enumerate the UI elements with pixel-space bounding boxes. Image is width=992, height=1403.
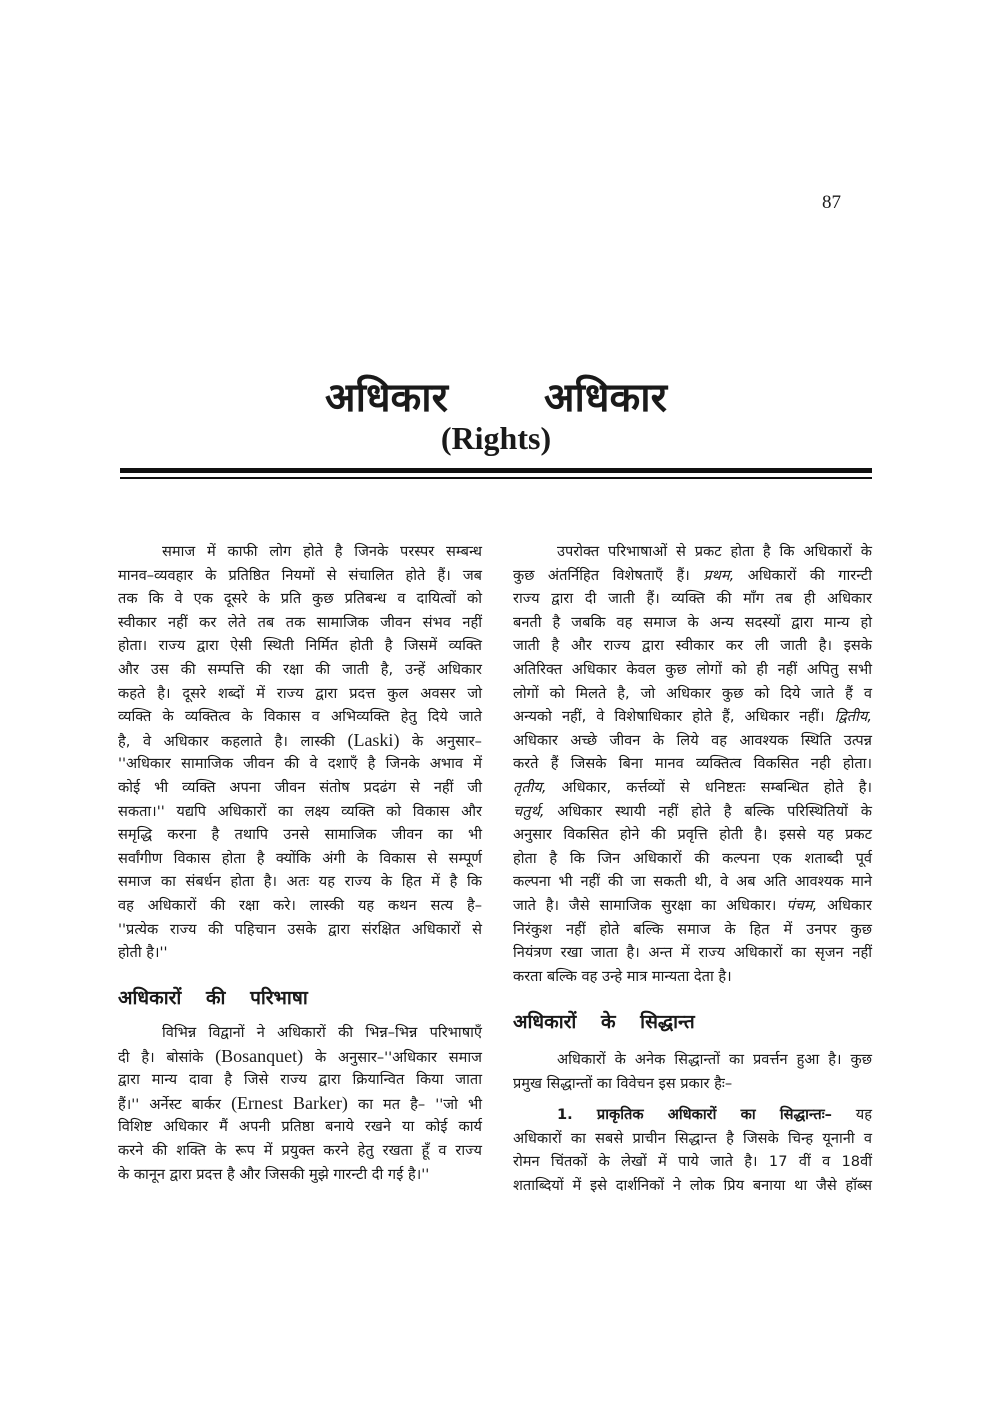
text-segment: अन्यको नहीं, वे विशेषाधिकार होते हैं, अधिकार नहीं।: [513, 708, 835, 726]
english-term: (Bosanquet): [215, 1045, 304, 1066]
text-line: द्वारा मान्य दावा है जिसे राज्य द्वारा क्रियान्वित किया जाता: [118, 1071, 482, 1089]
text-segment: अधिकार: [817, 896, 872, 914]
paragraph: [118, 1021, 482, 1186]
paragraph: [513, 1103, 872, 1197]
text-segment: जाते है। जैसे सामाजिक सुरक्षा का अधिकार।: [513, 896, 787, 914]
title-rule-thick: [120, 468, 872, 473]
text-line: अधिकारों का सबसे प्राचीन सिद्धान्त है जिसके चिन्ह यूनानी व: [513, 1129, 872, 1147]
text-segment: अधिकारों की गारन्टी: [734, 566, 872, 584]
paragraph: [513, 540, 872, 988]
text-line: व्यक्ति के व्यक्तित्व के विकास व अभिव्यक्ति हेतु दिये जाते: [118, 708, 482, 726]
text-line: करते हैं जिसके बिना मानव व्यक्तित्व विकसित नही होता।: [513, 755, 872, 773]
text-line: समृद्धि करना है तथापि उनसे सामाजिक जीवन का भी: [118, 826, 482, 844]
text-line: [513, 705, 872, 729]
text-line: राज्य द्वारा दी जाती हैं। व्यक्ति की माँग तब ही अधिकार: [513, 590, 872, 608]
text-line: सर्वांगीण विकास होता है क्योंकि अंगी के विकास से सम्पूर्ण: [118, 849, 482, 867]
text-line: अधिकार अच्छे जीवन के लिये वह आवश्यक स्थिति उत्पन्न: [513, 731, 872, 749]
text-line: होता। राज्य द्वारा ऐसी स्थिती निर्मित होती है जिसमें व्यक्ति: [118, 637, 482, 655]
text-line: रोमन चिंतकों के लेखों में पाये जाते है। 17 वीं व 18वीं: [513, 1153, 872, 1171]
text-line: करने की शक्ति के रूप में प्रयुक्त करने हेतु रखता हूँ व राज्य: [118, 1141, 482, 1159]
text-line: अनुसार विकसित होने की प्रवृत्ति होती है। इससे यह प्रकट: [513, 826, 872, 844]
text-line: लोगों को मिलते है, जो अधिकार कुछ को दिये जाते हैं व: [513, 684, 872, 702]
text-line: अधिकारों के अनेक सिद्धान्तों का प्रवर्त्तन हुआ है। कुछ: [557, 1051, 872, 1068]
italic-term: तृतीय,: [513, 778, 547, 796]
text-line: [513, 800, 872, 824]
text-line: जाती है और राज्य द्वारा स्वीकार कर ली जाती है। इसके: [513, 637, 872, 655]
text-line: ''प्रत्येक राज्य की पहिचान उसके द्वारा संरक्षित अधिकारों से: [118, 920, 482, 938]
text-line: [513, 1103, 872, 1127]
text-line: मानव–व्यवहार के प्रतिष्ठित नियमों से संचालित होते हैं। जब: [118, 566, 482, 584]
text-segment: कुछ अंतर्निहित विशेषताएँ हैं।: [513, 566, 704, 584]
text-line: तक कि वे एक दूसरे के प्रति कुछ प्रतिबन्ध व दायित्वों को: [118, 590, 482, 608]
text-segment: अधिकार, कर्त्तव्यों से धनिष्टतः सम्बन्धित होते है।: [546, 778, 872, 796]
text-line: विशिष्ट अधिकार मैं अपनी प्रतिष्ठा बनाये रखने या कोई कार्य: [118, 1118, 482, 1136]
chapter-subtitle: (Rights): [440, 420, 552, 456]
text-segment: का मत है– ''जो भी: [347, 1095, 482, 1113]
text-line: ''अधिकार सामाजिक जीवन की वे दशाएँ है जिनके अभाव में: [118, 755, 482, 773]
title-rule-thin: [120, 477, 872, 479]
chapter-title-word: अधिकार: [325, 375, 448, 421]
text-line: होती है।'': [118, 944, 168, 962]
text-line: [513, 776, 872, 800]
text-line: समाज का संबर्धन होता है। अतः यह राज्य के हित में है कि: [118, 873, 482, 891]
paragraph: [513, 1048, 872, 1095]
text-line: [513, 894, 872, 918]
text-line: विभिन्न विद्वानों ने अधिकारों की भिन्न–भिन्न परिभाषाएँ: [162, 1024, 482, 1041]
italic-term: द्वितीय,: [834, 708, 872, 726]
text-line: [118, 1092, 482, 1116]
text-line: और उस की सम्पत्ति की रक्षा की जाती है, उन्हें अधिकार: [118, 660, 482, 678]
text-segment: दी है। बोसांके: [118, 1048, 216, 1066]
chapter-title-word: अधिकार: [544, 375, 667, 421]
text-line: कोई भी व्यक्ति अपना जीवन संतोष प्रदढंग से नहीं जी: [118, 778, 482, 796]
text-line: कल्पना भी नहीं की जा सकती थी, वे अब अति आवश्यक माने: [513, 873, 872, 891]
text-line: समाज में काफी लोग होते है जिनके परस्पर सम्बन्ध: [162, 543, 482, 560]
section-heading: अधिकारों के सिद्धान्त: [513, 1011, 695, 1033]
text-line: [118, 729, 482, 753]
text-line: वह अधिकारों की रक्षा करे। लास्की यह कथन सत्य है–: [118, 896, 482, 914]
text-line: सकता।'' यद्यपि अधिकारों का लक्ष्य व्यक्ति को विकास और: [118, 802, 482, 820]
text-line: स्वीकार नहीं कर लेते तब तक सामाजिक जीवन संभव नहीं: [118, 613, 482, 631]
text-line: करता बल्कि वह उन्हे मात्र मान्यता देता है।: [513, 967, 732, 985]
text-line: बनती है जबकि वह समाज के अन्य सदस्यों द्वारा मान्य हो: [513, 613, 872, 631]
text-line: के कानून द्वारा प्रदत्त है और जिसकी मुझे गारन्टी दी गई है।'': [118, 1165, 430, 1183]
italic-term: पंचम,: [786, 896, 818, 914]
text-line: [513, 564, 872, 588]
bold-term: 1. प्राकृतिक अधिकारों का सिद्धान्तः–: [557, 1106, 832, 1123]
page-number: 87: [822, 192, 841, 213]
italic-term: प्रथम,: [703, 566, 735, 584]
text-line: अतिरिक्त अधिकार केवल कुछ लोगों को ही नहीं अपितु सभी: [513, 660, 872, 678]
chapter-title: [0, 368, 992, 423]
text-segment: यह: [831, 1106, 872, 1123]
text-line: प्रमुख सिद्धान्तों का विवेचन इस प्रकार हैः–: [513, 1074, 733, 1092]
text-segment: हैं।'' अर्नेस्ट बार्कर: [118, 1095, 232, 1113]
italic-term: चतुर्थ,: [513, 802, 545, 820]
text-line: [118, 1045, 482, 1069]
text-line: उपरोक्त परिभाषाओं से प्रकट होता है कि अधिकारों के: [557, 543, 872, 560]
paragraph: [118, 540, 482, 965]
text-line: नियंत्रण रखा जाता है। अन्त में राज्य अधिकारों का सृजन नहीं: [513, 944, 872, 962]
text-line: कहते है। दूसरे शब्दों में राज्य द्वारा प्रदत्त कुल अवसर जो: [118, 684, 482, 702]
text-segment: के अनुसार–''अधिकार समाज: [303, 1048, 482, 1066]
text-line: शताब्दियों में इसे दार्शनिकों ने लोक प्रिय बनाया था जैसे हॉब्स: [513, 1176, 872, 1194]
text-line: होता है कि जिन अधिकारों की कल्पना एक शताब्दी पूर्व: [513, 849, 872, 867]
text-line: निरंकुश नहीं होते बल्कि समाज के हित में उनपर कुछ: [513, 920, 872, 938]
text-segment: अधिकार स्थायी नहीं होते है बल्कि परिस्थितियों के: [544, 802, 872, 820]
section-heading: अधिकारों की परिभाषा: [118, 987, 308, 1009]
text-segment: के अनुसार–: [399, 732, 482, 750]
english-term: (Ernest Barker): [231, 1092, 348, 1113]
english-term: (Laski): [347, 729, 400, 750]
text-segment: है, वे अधिकार कहलाते है। लास्की: [118, 732, 348, 750]
